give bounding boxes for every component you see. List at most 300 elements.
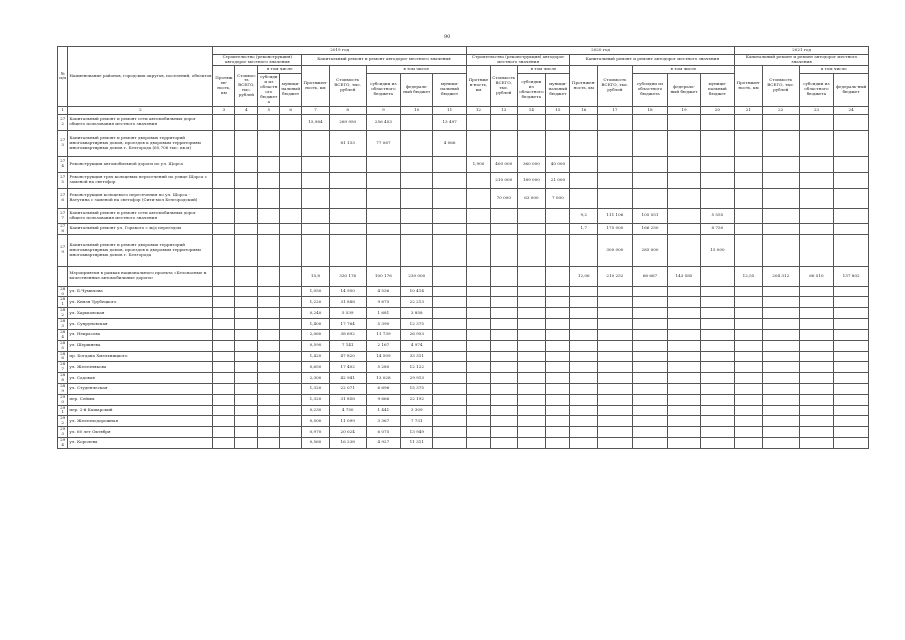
cell-value — [213, 416, 235, 427]
cell-value — [280, 188, 302, 208]
cell-value — [258, 188, 280, 208]
cell-value — [598, 351, 633, 362]
cell-value — [517, 438, 546, 449]
cell-value: 143 585 — [668, 266, 700, 286]
cell-value — [799, 286, 834, 297]
cell-value — [258, 319, 280, 330]
row-name: ул. Б.Чумичова — [68, 286, 213, 297]
cell-value — [280, 208, 302, 223]
cell-value — [598, 156, 633, 172]
header-in-that-number: в том числе — [517, 65, 570, 73]
cell-value — [235, 208, 258, 223]
cell-value — [329, 188, 366, 208]
cell-value — [401, 208, 433, 223]
cell-value — [570, 329, 598, 340]
cell-value: 38 692 — [329, 329, 366, 340]
cell-value — [258, 427, 280, 438]
cell-value — [433, 319, 466, 330]
cell-value — [235, 114, 258, 130]
cell-value — [735, 188, 763, 208]
cell-value: 66 667 — [632, 266, 668, 286]
cell-value: 230 000 — [401, 266, 433, 286]
table-row — [58, 130, 869, 156]
cell-value — [598, 130, 633, 156]
cell-value — [280, 427, 302, 438]
cell-value — [213, 297, 235, 308]
column-number: 14 — [517, 106, 546, 114]
cell-value: 5 555 — [700, 208, 735, 223]
cell-value — [517, 114, 546, 130]
cell-value — [235, 266, 258, 286]
header-municipal: муници-пальный бюджет — [546, 73, 570, 106]
cell-value: 15,984 — [302, 114, 330, 130]
cell-value — [258, 266, 280, 286]
cell-value — [834, 208, 869, 223]
cell-value: 63 000 — [517, 188, 546, 208]
cell-value — [466, 351, 490, 362]
row-number: 272 — [58, 114, 68, 130]
cell-value — [632, 286, 668, 297]
row-number: 286 — [58, 351, 68, 362]
cell-value: 7 000 — [546, 188, 570, 208]
cell-value — [213, 234, 235, 266]
cell-value — [491, 438, 517, 449]
cell-value — [517, 130, 546, 156]
cell-value — [632, 172, 668, 188]
cell-value: 12,06 — [570, 266, 598, 286]
cell-value — [799, 130, 834, 156]
cell-value — [280, 383, 302, 394]
cell-value — [762, 438, 799, 449]
cell-value — [466, 427, 490, 438]
table-row — [58, 362, 869, 373]
cell-value — [235, 319, 258, 330]
row-number: 284 — [58, 329, 68, 340]
cell-value: 175 000 — [598, 223, 633, 234]
cell-value — [517, 234, 546, 266]
cell-value — [466, 286, 490, 297]
cell-value — [258, 329, 280, 340]
row-name: Капитальный ремонт ул. Горького с ж/д переездом — [68, 223, 213, 234]
cell-value: 13 949 — [401, 427, 433, 438]
cell-value — [834, 340, 869, 351]
cell-value — [213, 319, 235, 330]
table-row — [58, 188, 869, 208]
cell-value — [735, 351, 763, 362]
cell-value: 31 858 — [329, 394, 366, 405]
cell-value — [762, 427, 799, 438]
cell-value — [491, 319, 517, 330]
cell-value — [329, 223, 366, 234]
cell-value — [598, 416, 633, 427]
cell-value — [700, 308, 735, 319]
header-federal: федераль-ный бюджет — [834, 73, 869, 106]
cell-value — [668, 351, 700, 362]
row-name: ул. Железнякова — [68, 362, 213, 373]
header-subsidy: субсидии из областного бюджета — [517, 73, 546, 106]
cell-value — [235, 223, 258, 234]
row-number: 283 — [58, 319, 68, 330]
cell-value — [735, 114, 763, 130]
cell-value — [235, 373, 258, 384]
cell-value — [517, 383, 546, 394]
cell-value — [632, 114, 668, 130]
cell-value — [546, 266, 570, 286]
cell-value — [235, 427, 258, 438]
cell-value — [302, 208, 330, 223]
cell-value — [491, 383, 517, 394]
cell-value: 137 802 — [834, 266, 869, 286]
cell-value — [598, 373, 633, 384]
header-in-that-number: в том числе — [258, 65, 302, 73]
cell-value — [799, 383, 834, 394]
cell-value — [546, 340, 570, 351]
cell-value — [668, 362, 700, 373]
column-number: 12 — [466, 106, 490, 114]
cell-value — [598, 438, 633, 449]
header-cost: Стоимость ВСЕГО, тыс. рублей — [762, 65, 799, 106]
cell-value — [235, 188, 258, 208]
cell-value — [570, 351, 598, 362]
cell-value — [632, 297, 668, 308]
cell-value — [491, 114, 517, 130]
cell-value — [668, 308, 700, 319]
cell-value — [280, 266, 302, 286]
cell-value — [598, 188, 633, 208]
cell-value — [735, 286, 763, 297]
cell-value — [401, 172, 433, 188]
cell-value: 81 133 — [329, 130, 366, 156]
cell-value — [235, 308, 258, 319]
row-name: Реконструкция трех кольцевых пересечений по улице Щорса с заменой на светофор — [68, 172, 213, 188]
cell-value — [834, 130, 869, 156]
cell-value — [668, 329, 700, 340]
cell-value — [258, 416, 280, 427]
cell-value — [799, 114, 834, 130]
cell-value — [598, 114, 633, 130]
cell-value: 330 176 — [329, 266, 366, 286]
cell-value — [834, 416, 869, 427]
table-row — [58, 438, 869, 449]
cell-value: 189 000 — [517, 172, 546, 188]
cell-value — [235, 438, 258, 449]
cell-value — [700, 130, 735, 156]
cell-value — [329, 172, 366, 188]
cell-value: 6 696 — [366, 383, 401, 394]
header-in-that-number: в том числе — [632, 65, 735, 73]
cell-value — [466, 234, 490, 266]
row-name: Реконструкция автомобильной дороги по ул. Щорса — [68, 156, 213, 172]
cell-value — [401, 130, 433, 156]
cell-value — [762, 383, 799, 394]
cell-value — [799, 156, 834, 172]
table-row — [58, 156, 869, 172]
cell-value — [799, 351, 834, 362]
cell-value: 10 414 — [401, 286, 433, 297]
cell-value — [517, 373, 546, 384]
cell-value — [433, 308, 466, 319]
row-name: Капитальный ремонт и ремонт дворовых территорий многоквартирных домов, проездов к дворовым территориям многоквартирных домов г. Белгорода (65,706 тыс. кв.м) — [68, 130, 213, 156]
cell-value — [668, 234, 700, 266]
cell-value — [213, 438, 235, 449]
cell-value — [570, 319, 598, 330]
cell-value — [280, 286, 302, 297]
cell-value — [834, 223, 869, 234]
cell-value — [491, 130, 517, 156]
cell-value — [466, 416, 490, 427]
table-row — [58, 208, 869, 223]
column-number: 22 — [762, 106, 799, 114]
cell-value — [762, 405, 799, 416]
cell-value: 3 367 — [366, 416, 401, 427]
cell-value — [799, 297, 834, 308]
cell-value — [466, 208, 490, 223]
table-row — [58, 266, 869, 286]
cell-value — [517, 416, 546, 427]
cell-value: 9 675 — [366, 297, 401, 308]
cell-value — [546, 405, 570, 416]
cell-value — [570, 234, 598, 266]
cell-value — [491, 362, 517, 373]
cell-value: 1,7 — [570, 223, 598, 234]
column-number: 21 — [735, 106, 763, 114]
cell-value: 16 238 — [329, 438, 366, 449]
cell-value: 0,970 — [302, 427, 330, 438]
row-number — [58, 266, 68, 286]
cell-value — [213, 223, 235, 234]
cell-value — [329, 156, 366, 172]
row-name: Мероприятия в рамках национального проекта «Безопасные и качественные автомобильные дороги» — [68, 266, 213, 286]
cell-value — [546, 297, 570, 308]
cell-value — [762, 373, 799, 384]
cell-value — [700, 319, 735, 330]
cell-value — [302, 156, 330, 172]
cell-value — [433, 223, 466, 234]
cell-value — [433, 208, 466, 223]
cell-value — [366, 223, 401, 234]
cell-value — [762, 351, 799, 362]
cell-value — [700, 266, 735, 286]
row-number: 290 — [58, 394, 68, 405]
cell-value: 300 000 — [598, 234, 633, 266]
cell-value — [632, 416, 668, 427]
cell-value — [570, 405, 598, 416]
cell-value — [213, 383, 235, 394]
cell-value — [401, 156, 433, 172]
cell-value: 1,400 — [302, 319, 330, 330]
cell-value — [598, 340, 633, 351]
cell-value — [546, 427, 570, 438]
cell-value — [668, 394, 700, 405]
cell-value — [280, 319, 302, 330]
cell-value — [668, 188, 700, 208]
cell-value — [799, 223, 834, 234]
row-name: ул. Князя Трубецкого — [68, 297, 213, 308]
header-2021-repair: Капитальный ремонт и ремонт автодорог местного значения — [735, 55, 869, 66]
cell-value — [570, 383, 598, 394]
cell-value — [546, 234, 570, 266]
cell-value — [258, 438, 280, 449]
cell-value — [546, 308, 570, 319]
row-name: ул. Харьковская — [68, 308, 213, 319]
row-name: пр. Богдана Хмельницкого — [68, 351, 213, 362]
cell-value — [700, 188, 735, 208]
cell-value — [235, 297, 258, 308]
cell-value — [491, 329, 517, 340]
cell-value — [433, 405, 466, 416]
cell-value — [762, 319, 799, 330]
cell-value — [834, 427, 869, 438]
cell-value — [632, 362, 668, 373]
cell-value — [401, 114, 433, 130]
cell-value — [735, 130, 763, 156]
cell-value — [280, 172, 302, 188]
cell-value: 6 075 — [366, 427, 401, 438]
cell-value — [668, 130, 700, 156]
cell-value: 9,2 — [570, 208, 598, 223]
cell-value — [668, 383, 700, 394]
cell-value: 22 192 — [401, 394, 433, 405]
cell-value — [598, 329, 633, 340]
cell-value — [280, 340, 302, 351]
cell-value: 15 375 — [401, 383, 433, 394]
cell-value — [668, 208, 700, 223]
cell-value — [700, 172, 735, 188]
column-number: 8 — [329, 106, 366, 114]
cell-value — [570, 308, 598, 319]
column-number: 15 — [546, 106, 570, 114]
cell-value — [491, 208, 517, 223]
table-row — [58, 114, 869, 130]
cell-value — [834, 373, 869, 384]
cell-value — [280, 329, 302, 340]
cell-value: 14 509 — [366, 351, 401, 362]
cell-value — [401, 223, 433, 234]
header-length: Протяжен-ность, км — [735, 65, 763, 106]
column-number: 19 — [668, 106, 700, 114]
cell-value — [546, 329, 570, 340]
cell-value — [632, 329, 668, 340]
cell-value — [598, 308, 633, 319]
cell-value — [834, 438, 869, 449]
cell-value: 1,420 — [302, 351, 330, 362]
cell-value — [834, 394, 869, 405]
column-number: 10 — [401, 106, 433, 114]
cell-value — [546, 438, 570, 449]
cell-value — [466, 308, 490, 319]
cell-value — [433, 340, 466, 351]
cell-value — [598, 297, 633, 308]
row-number: 273 — [58, 130, 68, 156]
cell-value — [366, 208, 401, 223]
cell-value — [735, 362, 763, 373]
cell-value — [235, 172, 258, 188]
cell-value — [632, 373, 668, 384]
row-number: 289 — [58, 383, 68, 394]
header-length: Протяжен-ность, км — [466, 65, 490, 106]
cell-value: 20 024 — [329, 427, 366, 438]
cell-value — [491, 266, 517, 286]
cell-value — [668, 319, 700, 330]
cell-value — [213, 308, 235, 319]
cell-value — [834, 319, 869, 330]
road-works-table — [57, 46, 869, 449]
cell-value — [735, 329, 763, 340]
cell-value: 17 402 — [329, 362, 366, 373]
cell-value: 0,590 — [302, 340, 330, 351]
header-cost: Стоимость ВСЕГО, тыс. рублей — [329, 65, 366, 106]
cell-value — [598, 427, 633, 438]
cell-value — [700, 340, 735, 351]
cell-value — [491, 308, 517, 319]
cell-value — [570, 130, 598, 156]
row-number: 280 — [58, 286, 68, 297]
cell-value — [466, 130, 490, 156]
cell-value — [213, 405, 235, 416]
cell-value — [213, 156, 235, 172]
cell-value — [632, 383, 668, 394]
row-name: Капитальный ремонт и ремонт сети автомобильных дорог общего пользования местного значения — [68, 208, 213, 223]
cell-value — [762, 130, 799, 156]
page-number: 90 — [444, 34, 451, 40]
cell-value — [799, 416, 834, 427]
cell-value: 42 941 — [329, 373, 366, 384]
cell-value — [491, 373, 517, 384]
cell-value: 1,320 — [302, 383, 330, 394]
cell-value — [258, 156, 280, 172]
column-number: 13 — [491, 106, 517, 114]
row-name: ул. 60 лет Октября — [68, 427, 213, 438]
cell-value: 31 888 — [329, 297, 366, 308]
cell-value — [235, 234, 258, 266]
cell-value — [570, 340, 598, 351]
header-federal: федераль-ный бюджет — [668, 73, 700, 106]
cell-value — [517, 362, 546, 373]
cell-value — [366, 234, 401, 266]
cell-value — [517, 319, 546, 330]
cell-value: 400 000 — [491, 156, 517, 172]
cell-value — [632, 319, 668, 330]
column-number: 20 — [700, 106, 735, 114]
cell-value — [258, 114, 280, 130]
cell-value — [799, 329, 834, 340]
cell-value — [834, 156, 869, 172]
column-number: 7 — [302, 106, 330, 114]
cell-value — [491, 427, 517, 438]
cell-value — [213, 394, 235, 405]
cell-value — [517, 405, 546, 416]
cell-value: 360 000 — [517, 156, 546, 172]
cell-value — [366, 156, 401, 172]
header-2019-repair: Капитальный ремонт и ремонт автодорог местного значения — [302, 55, 467, 66]
table-row — [58, 329, 869, 340]
column-numbers-row — [58, 106, 869, 114]
header-municipal: муници-пальный бюджет — [280, 73, 302, 106]
cell-value — [491, 234, 517, 266]
cell-value — [834, 362, 869, 373]
cell-value — [433, 329, 466, 340]
cell-value: 2,300 — [302, 373, 330, 384]
column-number: 23 — [799, 106, 834, 114]
cell-value: 12 375 — [401, 319, 433, 330]
cell-value: 13 028 — [366, 373, 401, 384]
cell-value — [735, 427, 763, 438]
cell-value — [302, 188, 330, 208]
cell-value: 11 311 — [401, 438, 433, 449]
cell-value — [668, 156, 700, 172]
cell-value — [433, 156, 466, 172]
cell-value — [598, 362, 633, 373]
